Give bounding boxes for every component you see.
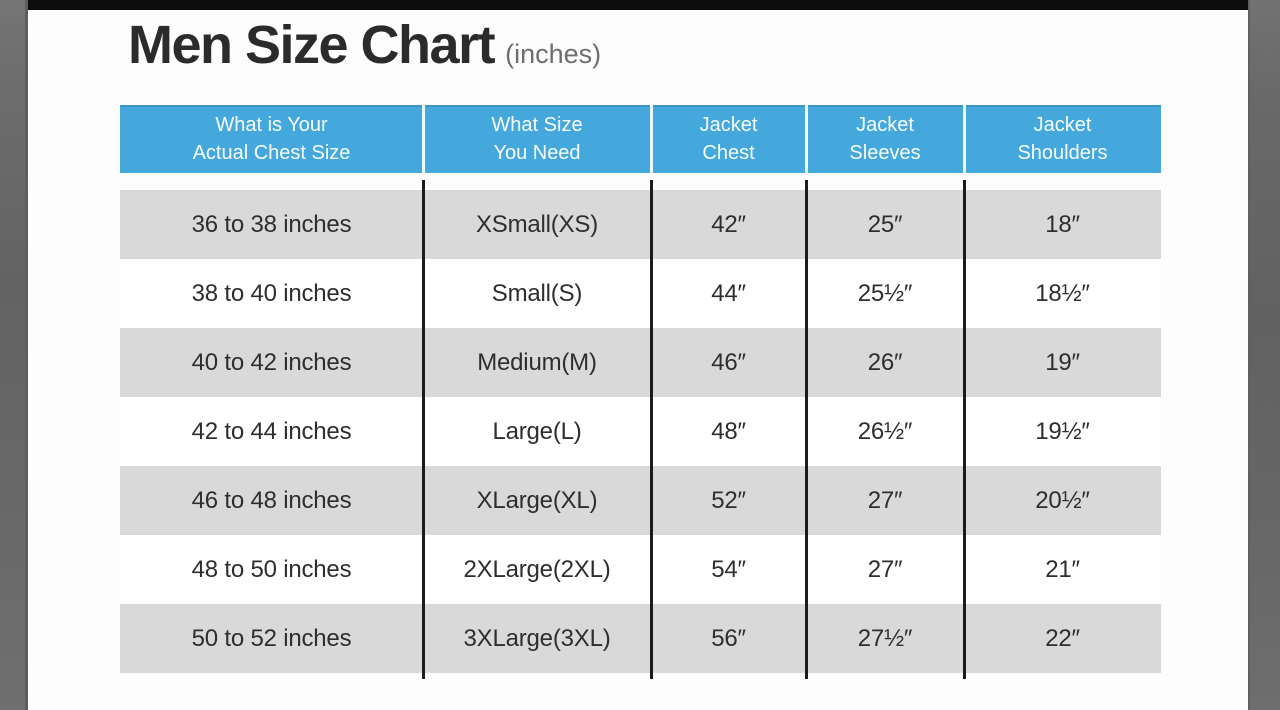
cell-size-you-need: Small(S) bbox=[491, 279, 583, 307]
table-row bbox=[120, 397, 1161, 466]
header-line: Jacket bbox=[699, 114, 758, 136]
header-line: Shoulders bbox=[1017, 142, 1108, 164]
column-header-jacket-chest bbox=[651, 105, 806, 173]
table-row bbox=[120, 466, 1161, 535]
page-title: Men Size Chart bbox=[128, 15, 495, 75]
table-row bbox=[120, 604, 1161, 673]
column-divider bbox=[422, 180, 425, 679]
cell-jacket-shoulders: 20½″ bbox=[1035, 486, 1090, 514]
header-line: Actual Chest Size bbox=[192, 142, 351, 164]
cell-jacket-chest: 46″ bbox=[711, 348, 746, 376]
cell-jacket-chest: 42″ bbox=[711, 210, 746, 238]
header-line: What is Your bbox=[215, 114, 328, 136]
cell-jacket-shoulders: 18″ bbox=[1045, 210, 1080, 238]
cell-size-you-need: Medium(M) bbox=[477, 348, 597, 376]
page-title-unit: (inches) bbox=[505, 39, 602, 69]
column-divider bbox=[650, 180, 653, 679]
cell-jacket-shoulders: 18½″ bbox=[1035, 279, 1090, 307]
column-header-jacket-shoulders bbox=[964, 105, 1161, 173]
cell-actual-chest-size: 46 to 48 inches bbox=[191, 486, 352, 514]
table-row bbox=[120, 535, 1161, 604]
cell-jacket-sleeves: 27″ bbox=[867, 486, 903, 514]
column-header-size-you-need bbox=[423, 105, 651, 173]
letterbox-bar-top bbox=[28, 0, 1248, 10]
cell-size-you-need: 2XLarge(2XL) bbox=[463, 555, 611, 583]
page-title-row bbox=[128, 16, 601, 75]
cell-actual-chest-size: 40 to 42 inches bbox=[191, 348, 352, 376]
cell-jacket-sleeves: 26″ bbox=[867, 348, 903, 376]
column-header-jacket-sleeves bbox=[806, 105, 964, 173]
column-divider bbox=[963, 180, 966, 679]
cell-jacket-sleeves: 25″ bbox=[867, 210, 903, 238]
cell-actual-chest-size: 38 to 40 inches bbox=[191, 279, 352, 307]
cell-jacket-chest: 54″ bbox=[711, 555, 746, 583]
cell-size-you-need: XSmall(XS) bbox=[475, 210, 599, 238]
header-line: What Size bbox=[491, 114, 583, 136]
cell-actual-chest-size: 42 to 44 inches bbox=[191, 417, 352, 445]
header-column-divider bbox=[805, 105, 808, 173]
cell-jacket-sleeves: 27″ bbox=[867, 555, 903, 583]
cell-jacket-shoulders: 19″ bbox=[1045, 348, 1080, 376]
letterbox-strip-left bbox=[0, 0, 28, 710]
cell-size-you-need: XLarge(XL) bbox=[476, 486, 598, 514]
header-line: Sleeves bbox=[849, 142, 921, 164]
cell-jacket-chest: 48″ bbox=[711, 417, 746, 445]
cell-jacket-sleeves: 25½″ bbox=[857, 279, 913, 307]
header-line: Jacket bbox=[1033, 114, 1092, 136]
table-row bbox=[120, 190, 1161, 259]
header-line: Jacket bbox=[856, 114, 914, 136]
cell-jacket-chest: 52″ bbox=[711, 486, 746, 514]
cell-jacket-sleeves: 26½″ bbox=[857, 417, 913, 445]
cell-jacket-chest: 56″ bbox=[711, 624, 746, 652]
header-line: You Need bbox=[493, 142, 581, 164]
table-row bbox=[120, 259, 1161, 328]
cell-jacket-chest: 44″ bbox=[711, 279, 746, 307]
cell-jacket-shoulders: 22″ bbox=[1045, 624, 1080, 652]
table-rows bbox=[120, 190, 1161, 673]
cell-size-you-need: Large(L) bbox=[492, 417, 582, 445]
column-divider bbox=[805, 180, 808, 679]
header-line: Chest bbox=[702, 142, 755, 164]
cell-jacket-sleeves: 27½″ bbox=[857, 624, 913, 652]
cell-actual-chest-size: 36 to 38 inches bbox=[191, 210, 352, 238]
header-column-divider bbox=[963, 105, 966, 173]
header-column-divider bbox=[422, 105, 425, 173]
cell-jacket-shoulders: 19½″ bbox=[1035, 417, 1090, 445]
header-column-divider bbox=[650, 105, 653, 173]
column-header-actual-chest-size bbox=[120, 105, 423, 173]
table-header-row bbox=[120, 105, 1161, 173]
cell-jacket-shoulders: 21″ bbox=[1045, 555, 1080, 583]
table-row bbox=[120, 328, 1161, 397]
cell-size-you-need: 3XLarge(3XL) bbox=[463, 624, 611, 652]
cell-actual-chest-size: 50 to 52 inches bbox=[191, 624, 352, 652]
size-chart-table bbox=[120, 105, 1161, 652]
table-body bbox=[120, 180, 1161, 679]
cell-actual-chest-size: 48 to 50 inches bbox=[191, 555, 352, 583]
letterbox-strip-right bbox=[1248, 0, 1280, 710]
